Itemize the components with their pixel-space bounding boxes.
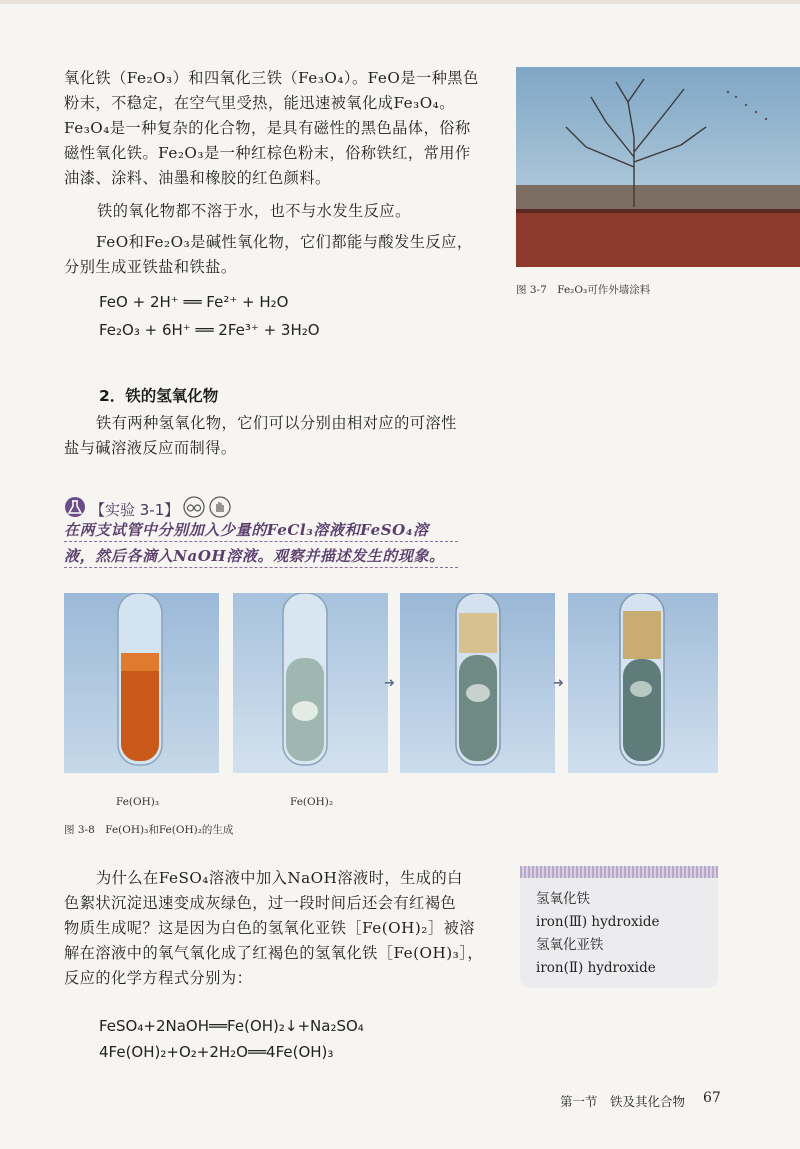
text-line: 磁性氧化铁。Fe₂O₃是一种红棕色粉末，俗称铁红，常用作: [64, 144, 471, 162]
section-heading: 2．铁的氢氧化物: [99, 387, 219, 405]
text-line: 铁的氧化物都不溶于水，也不与水发生反应。: [97, 202, 411, 220]
vocab-en-2: iron(Ⅱ) hydroxide: [536, 960, 656, 976]
experiment-title: 【实验 3-1】: [90, 500, 180, 519]
text-line: 色絮状沉淀迅速变成灰绿色，过一段时间后还会有红褐色: [64, 894, 457, 912]
vocab-zh-1: 氢氧化铁: [536, 891, 590, 907]
equation-2: Fe₂O₃ + 6H⁺ ══ 2Fe³⁺ + 3H₂O: [99, 321, 320, 339]
text-line: 物质生成呢？这是因为白色的氢氧化亚铁［Fe(OH)₂］被溶: [64, 919, 475, 937]
figure-3-8-caption: 图 3-8 Fe(OH)₃和Fe(OH)₂的生成: [64, 824, 234, 836]
text-line: 分别生成亚铁盐和铁盐。: [64, 258, 237, 276]
vocab-en-1: iron(Ⅲ) hydroxide: [536, 914, 660, 930]
paragraph-insoluble: [97, 199, 507, 224]
tube-label-feoh2: Fe(OH)₂: [290, 796, 334, 808]
sidebox-stripe: [520, 866, 718, 878]
text-line: 反应的化学方程式分别为：: [64, 969, 253, 987]
text-line: 为什么在FeSO₄溶液中加入NaOH溶液时，生成的白: [96, 869, 463, 887]
arrow-right-icon: ➜: [553, 676, 564, 691]
paragraph-hydroxides: [64, 411, 504, 461]
experiment-instruction-2: 液，然后各滴入NaOH溶液。观察并描述发生的现象。: [64, 547, 445, 565]
tube-photo-stage-4: [568, 593, 718, 773]
paragraph-iron-oxides: [64, 66, 504, 191]
paragraph-question: [64, 866, 504, 991]
text-line: 解在溶液中的氧气氧化成了红褐色的氢氧化铁［Fe(OH)₃］，: [64, 944, 484, 962]
tube-label-feoh3: Fe(OH)₃: [116, 796, 160, 808]
footer-section-title: 第一节 铁及其化合物: [560, 1094, 686, 1109]
text-line: 铁有两种氢氧化物，它们可以分别由相对应的可溶性: [96, 414, 457, 432]
text-line: 油漆、涂料、油墨和橡胶的红色颜料。: [64, 169, 331, 187]
equation-1: FeO + 2H⁺ ══ Fe²⁺ + H₂O: [99, 293, 289, 311]
photo-wall-coating: [516, 67, 800, 267]
equation-3: FeSO₄+2NaOH══Fe(OH)₂↓+Na₂SO₄: [99, 1017, 364, 1035]
tube-photo-stage-3: [400, 593, 555, 773]
arrow-right-icon: ➜: [384, 676, 395, 691]
page-number: 67: [703, 1090, 721, 1106]
text-line: 盐与碱溶液反应而制得。: [64, 439, 237, 457]
equation-4: 4Fe(OH)₂+O₂+2H₂O══4Fe(OH)₃: [99, 1043, 334, 1061]
vocabulary-sidebox: [520, 866, 718, 988]
tube-photo-feoh3: [64, 593, 219, 773]
paragraph-basic-oxides: [64, 230, 504, 280]
text-line: Fe₃O₄是一种复杂的化合物，是具有磁性的黑色晶体，俗称: [64, 119, 471, 137]
text-line: FeO和Fe₂O₃是碱性氧化物，它们都能与酸发生反应，: [96, 233, 473, 251]
figure-3-7-caption: 图 3-7 Fe₂O₃可作外墙涂料: [516, 284, 651, 296]
text-line: 氧化铁（Fe₂O₃）和四氧化三铁（Fe₃O₄）。FeO是一种黑色: [64, 69, 479, 87]
dashed-underline: [64, 567, 458, 568]
vocab-zh-2: 氢氧化亚铁: [536, 937, 604, 953]
text-line: 粉末，不稳定，在空气里受热，能迅速被氧化成Fe₃O₄。: [64, 94, 455, 112]
experiment-instruction-1: 在两支试管中分别加入少量的FeCl₃溶液和FeSO₄溶: [64, 521, 429, 539]
dashed-underline: [64, 541, 458, 542]
tube-photo-feoh2: [233, 593, 388, 773]
top-border: [0, 0, 800, 4]
